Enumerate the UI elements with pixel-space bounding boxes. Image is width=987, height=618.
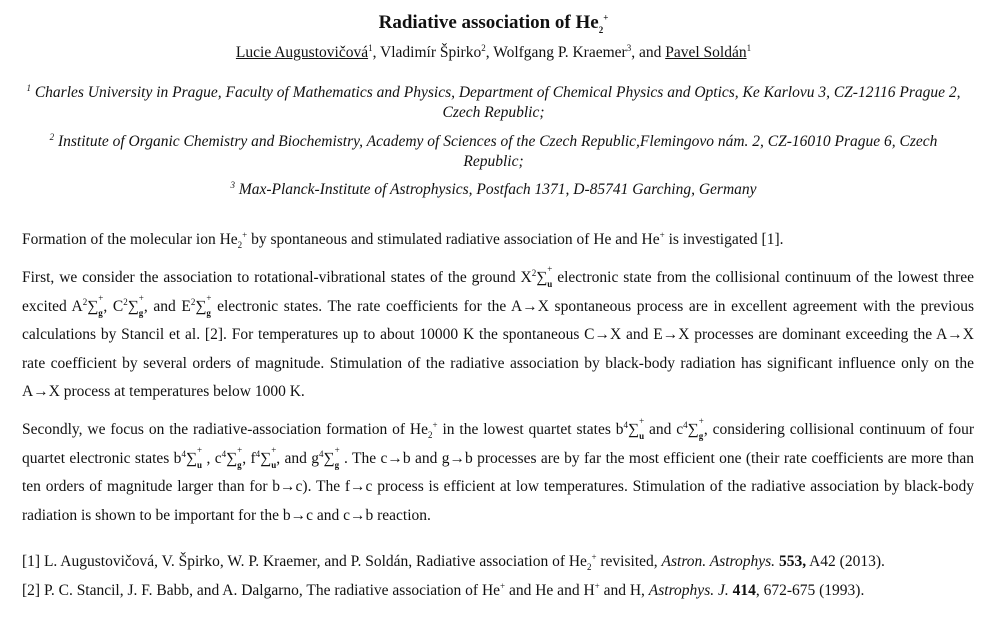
p3-c1-sup: 4 — [683, 419, 688, 430]
p2-x-plus: + — [547, 264, 553, 275]
p3-text-7: and g — [280, 449, 320, 467]
p3-f-u: u — [271, 459, 277, 470]
reference-1 — [22, 548, 977, 577]
ref2-text-3: and H, — [599, 581, 649, 599]
p3-g-plus: + — [334, 444, 340, 455]
p3-f-plus: + — [271, 444, 277, 455]
title-sub: 2 — [598, 24, 604, 35]
p3-b1-subsup — [639, 416, 645, 442]
author-4: Pavel Soldán — [665, 44, 747, 61]
p3-b1-plus: + — [639, 416, 645, 427]
author-list — [0, 43, 987, 63]
p2-a-subsup — [98, 292, 104, 318]
title-text: Radiative association of He — [378, 12, 599, 33]
p3-f-sup: 4 — [255, 448, 261, 459]
p3-b1-sup: 4 — [623, 419, 629, 430]
p3-text-4: considering collisional continuum of four quartet electronic states b — [22, 421, 974, 467]
author-2-sup: 2 — [481, 42, 486, 53]
p2-x-u: u — [547, 279, 553, 290]
paper-title — [0, 12, 987, 34]
p3-g-sup: 4 — [319, 448, 324, 459]
p3-f-comma: , — [276, 449, 281, 467]
p1-sub-2: 2 — [237, 240, 243, 251]
p2-e-subsup — [206, 292, 212, 318]
affiliation-2-sup: 2 — [49, 131, 55, 142]
ref2-volume: 414 — [728, 581, 756, 599]
p3-he-sup: + — [432, 419, 438, 430]
ref1-journal: Astron. Astrophys. — [661, 553, 776, 570]
p3-b2-u: u — [197, 459, 203, 470]
p3-g-sigma: ∑ — [323, 449, 335, 467]
p2-text-5: electronic states. The rate coefficients for the A→X spontaneous process are in excellent agreement with the previous calculations by Stancil et al. [2]. For temperatures up to about 10000 K the spontaneous C→X and E→X processes are dominant exceeding the A→X rate coefficient by several orders of magnitude. Stimulation of the radiative association by black-body radiation has significant influence only on the A→X process at temperatures below 1000 K. — [22, 297, 974, 400]
p3-f-subsup — [271, 444, 277, 470]
p2-e-sigma: ∑ — [195, 297, 207, 315]
ref2-sup-1: + — [500, 580, 506, 591]
ref2-pages: , 672-675 (1993). — [755, 581, 865, 599]
p2-text-1: First, we consider the association to rotational-vibrational states of the ground X — [22, 269, 532, 286]
p3-c2-g: g — [237, 459, 242, 470]
p2-text-4: , and E — [143, 297, 191, 315]
author-1: Lucie Augustovičová — [235, 44, 369, 61]
p2-x-subsup — [547, 264, 553, 290]
p3-b2-sigma: ∑ — [185, 449, 197, 467]
p2-c-g: g — [138, 307, 144, 318]
p1-sup-plus-2: + — [659, 229, 665, 240]
p3-text-2: in the lowest quartet states b — [437, 421, 624, 438]
affiliation-1-sup: 1 — [26, 82, 31, 93]
p3-text-6: , f — [242, 449, 256, 467]
p2-a-plus: + — [98, 292, 104, 303]
p3-he-sub: 2 — [428, 430, 433, 441]
author-3: , Wolfgang P. Kraemer — [485, 44, 627, 61]
p3-text-3: and c — [644, 421, 684, 438]
p2-a-sup: 2 — [82, 296, 88, 307]
affiliation-3 — [20, 180, 967, 200]
p3-b2-sup: 4 — [181, 448, 186, 459]
author-3-sup: 3 — [626, 42, 632, 53]
abstract-paragraph-1 — [22, 226, 974, 255]
abstract-paragraph-3 — [22, 416, 974, 530]
ref1-volume: 553, — [775, 553, 807, 570]
p3-c1-plus: + — [698, 416, 704, 427]
p1-text-3: is investigated [1]. — [664, 231, 784, 248]
p1-text-1: Formation of the molecular ion He — [22, 231, 238, 248]
author-and: , and — [631, 44, 666, 61]
p1-text-2: by spontaneous and stimulated radiative association of He and He — [247, 231, 660, 248]
p3-b2-subsup — [197, 444, 203, 470]
reference-2 — [22, 577, 977, 606]
p2-e-sup: 2 — [190, 296, 196, 307]
author-4-sup: 1 — [746, 42, 752, 53]
p2-c-sup: 2 — [123, 296, 128, 307]
p3-c2-subsup — [237, 444, 243, 470]
p3-b1-u: u — [639, 431, 645, 442]
p3-b1-sigma: ∑ — [628, 421, 640, 438]
p2-c-plus: + — [138, 292, 144, 303]
ref1-sub: 2 — [586, 562, 592, 573]
affiliation-1-text: Charles University in Prague, Faculty of Mathematics and Physics, Department of Chemical Physics and Optics, Ke Karlovu 3, CZ-12116 Prague 2, Czech Republic; — [34, 84, 961, 121]
ref2-sup-2: + — [594, 580, 600, 591]
p2-e-g: g — [206, 307, 211, 318]
p3-c1-subsup — [698, 416, 704, 442]
ref1-sup: + — [591, 551, 597, 562]
p3-c1-g: g — [698, 431, 704, 442]
p3-f-sigma: ∑ — [260, 449, 272, 467]
ref2-journal: Astrophys. J. — [648, 581, 729, 599]
ref1-text-2: revisited, — [596, 553, 662, 570]
reference-list — [22, 548, 977, 605]
p3-c2-plus: + — [237, 444, 243, 455]
p1-sup-plus: + — [242, 229, 248, 240]
p3-c1-comma: , — [703, 421, 708, 438]
author-2: , Vladimír Špirko — [372, 44, 482, 61]
p3-text-1: Secondly, we focus on the radiative-association formation of He — [22, 421, 428, 438]
title-sup: + — [603, 12, 609, 23]
p2-x-sigma: ∑ — [536, 269, 548, 286]
p2-c-subsup — [138, 292, 144, 318]
p3-text-5: , c — [202, 449, 222, 467]
p3-g-subsup — [334, 444, 340, 470]
affiliation-2 — [20, 132, 967, 172]
affiliation-3-text: Max-Planck-Institute of Astrophysics, Postfach 1371, D-85741 Garching, Germany — [238, 181, 757, 198]
p2-text-3: , C — [103, 297, 124, 315]
p3-text-8: . The c→b and g→b processes are by far the most efficient one (their rate coefficients are more than ten orders of magnitude larger than for b→c). The f→c process is efficient at low temperatures. Stimulation of the radiative association by black-body radiation is shown to be important for the b→c and c→b reaction. — [22, 449, 974, 524]
p3-g-g: g — [334, 459, 340, 470]
ref1-pages: A42 (2013). — [806, 553, 885, 570]
ref2-text-1: [2] P. C. Stancil, J. F. Babb, and A. Dalgarno, The radiative association of He — [22, 581, 501, 599]
affiliation-2-text: Institute of Organic Chemistry and Biochemistry, Academy of Sciences of the Czech Republic,Flemingovo nám. 2, CZ-16010 Prague 6, Czech Republic; — [57, 133, 938, 170]
affiliation-1 — [20, 83, 967, 123]
p3-c2-sigma: ∑ — [226, 449, 238, 467]
p2-e-plus: + — [206, 292, 212, 303]
p2-a-sigma: ∑ — [87, 297, 99, 315]
abstract-paragraph-2 — [22, 264, 974, 407]
p3-b2-plus: + — [197, 444, 203, 455]
p3-c2-sup: 4 — [221, 448, 227, 459]
affiliation-3-sup: 3 — [230, 179, 235, 190]
p3-c1-sigma: ∑ — [687, 421, 699, 438]
p2-c-sigma: ∑ — [127, 297, 139, 315]
author-1-sup: 1 — [368, 42, 373, 53]
p2-text-2: electronic state from the collisional continuum of the lowest three excited A — [22, 269, 975, 315]
p2-a-g: g — [98, 307, 103, 318]
p2-x-sup: 2 — [531, 267, 537, 278]
ref1-text-1: [1] L. Augustovičová, V. Špirko, W. P. Kraemer, and P. Soldán, Radiative association of He — [22, 553, 587, 570]
ref2-text-2: and He and H — [505, 581, 595, 599]
